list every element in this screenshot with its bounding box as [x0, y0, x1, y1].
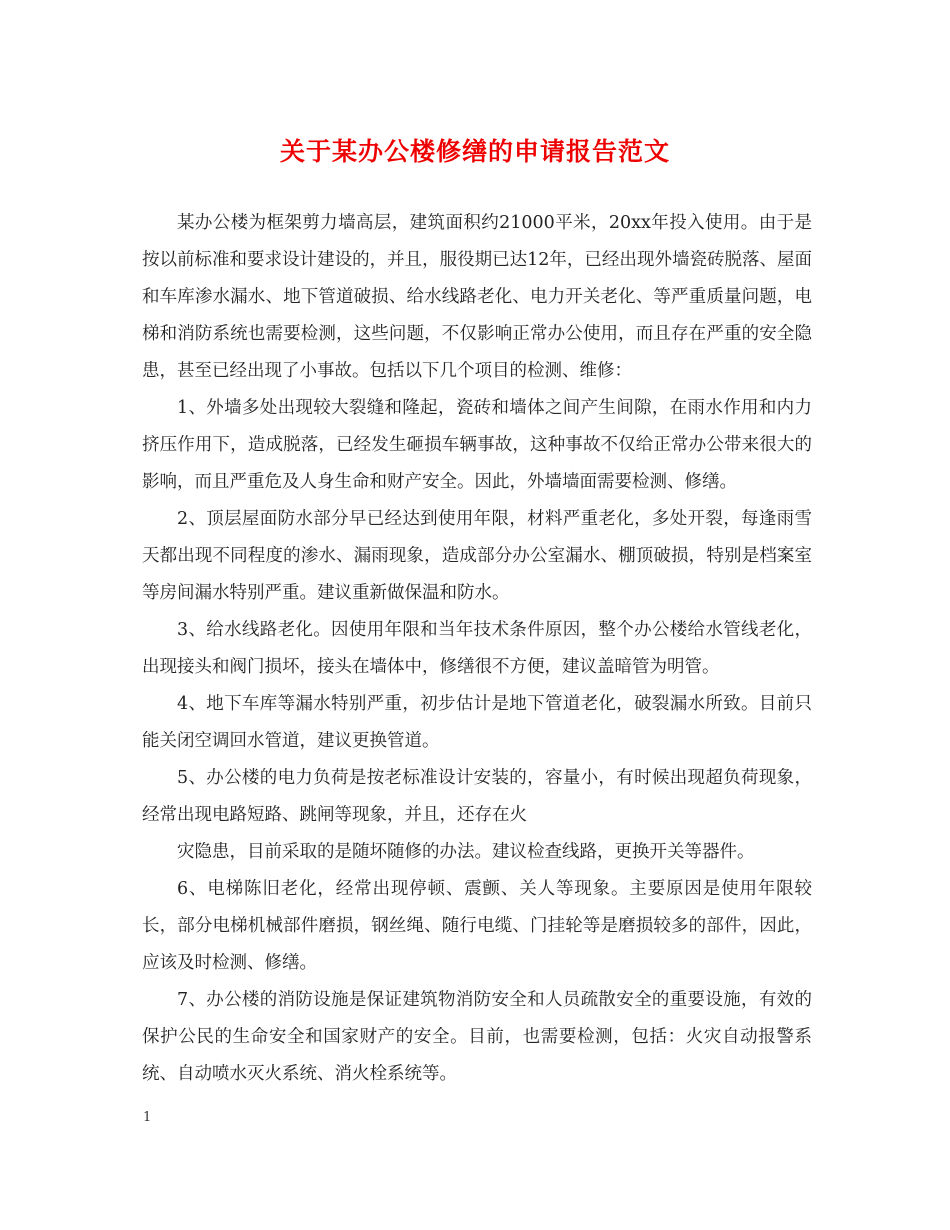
paragraph-item-1: 1、外墙多处出现较大裂缝和隆起，瓷砖和墙体之间产生间隙，在雨水作用和内力挤压作用下，造成脱落，已经发生砸损车辆事故，这种事故不仅给正常办公带来很大的影响，而且严重危及人身生命和财产安全。因此，外墙墙面需要检测、修缮。 — [142, 398, 812, 492]
page-number: 1 — [143, 1110, 152, 1125]
paragraph-item-4: 4、地下车库等漏水特别严重，初步估计是地下管道老化，破裂漏水所致。目前只能关闭空调回水管道，建议更换管道。 — [142, 694, 812, 751]
paragraph-item-5-continued: 灾隐患，目前采取的是随坏随修的办法。建议检查线路，更换开关等器件。 — [177, 842, 755, 862]
paragraph-item-2: 2、顶层屋面防水部分早已经达到使用年限，材料严重老化，多处开裂，每逢雨雪天都出现不同程度的渗水、漏雨现象，造成部分办公室漏水、棚顶破损，特别是档案室等房间漏水特别严重。建议重新做保温和防水。 — [142, 509, 812, 603]
document-title: 关于某办公楼修缮的申请报告范文 — [279, 137, 670, 166]
document-body — [142, 205, 812, 1093]
paragraph-item-5: 5、办公楼的电力负荷是按老标准设计安装的，容量小，有时候出现超负荷现象，经常出现电路短路、跳闸等现象，并且，还存在火 — [142, 768, 812, 825]
paragraph-item-7: 7、办公楼的消防设施是保证建筑物消防安全和人员疏散安全的重要设施，有效的保护公民的生命安全和国家财产的安全。目前，也需要检测，包括：火灾自动报警系统、自动喷水灭火系统、消火栓系统等。 — [142, 990, 812, 1084]
paragraph-item-6: 6、电梯陈旧老化，经常出现停顿、震颤、关人等现象。主要原因是使用年限较长，部分电梯机械部件磨损，钢丝绳、随行电缆、门挂轮等是磨损较多的部件，因此，应该及时检测、修缮。 — [142, 879, 812, 973]
paragraph-intro: 某办公楼为框架剪力墙高层，建筑面积约21000平米，20xx年投入使用。由于是按以前标准和要求设计建设的，并且，服役期已达12年，已经出现外墙瓷砖脱落、屋面和车库渗水漏水、地下管道破损、给水线路老化、电力开关老化、等严重质量问题，电梯和消防系统也需要检测，这些问题，不仅影响正常办公使用，而且存在严重的安全隐患，甚至已经出现了小事故。包括以下几个项目的检测、维修： — [142, 213, 812, 381]
paragraph-item-3: 3、给水线路老化。因使用年限和当年技术条件原因，整个办公楼给水管线老化，出现接头和阀门损坏，接头在墙体中，修缮很不方便，建议盖暗管为明管。 — [142, 620, 812, 677]
